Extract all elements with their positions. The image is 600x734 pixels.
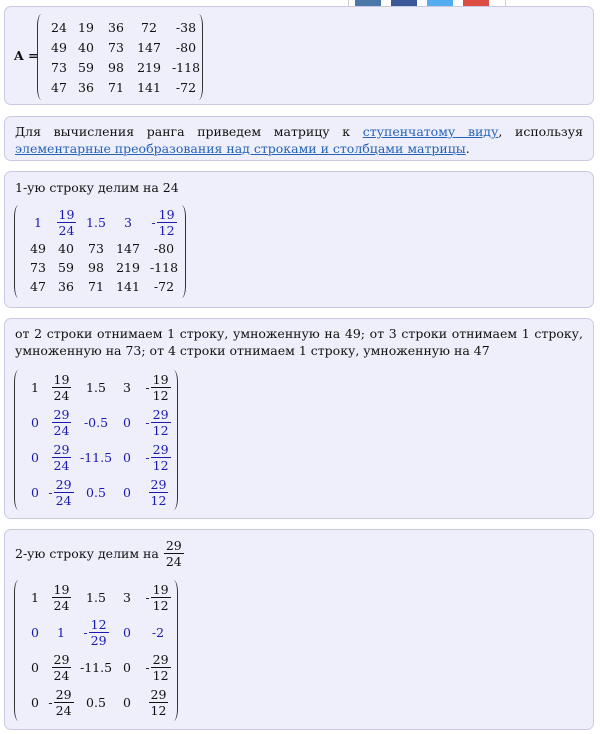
matrix-cell: 73 <box>88 241 104 256</box>
matrix-cell: 0 <box>31 625 39 640</box>
matrix-cell: 1 <box>34 214 42 230</box>
matrix-cell: 72 <box>141 19 157 35</box>
matrix-cell: - $\frac{19}{12}$ <box>145 372 169 403</box>
step-title: от 2 строки отнимаем 1 строку, умноженную на 49; от 3 строки отнимаем 1 строку, умноженную на 73; от 4 строки отнимаем 1 строку, умноженную на 47 <box>15 326 583 358</box>
matrix-cell: 1.5 <box>86 380 106 395</box>
fraction: $\frac{29}{24}$ <box>55 477 72 508</box>
matrix-cell: 0 <box>31 450 39 465</box>
matrix-cell: - $\frac{12}{29}$ <box>83 617 107 648</box>
matrix-cell: 36 <box>108 19 124 35</box>
matrix-cell: 0 <box>31 695 39 710</box>
matrix-cell: 3 <box>123 380 131 395</box>
matrix-cell: 1.5 <box>86 214 106 230</box>
matrix-cell: 59 <box>78 59 94 75</box>
matrix-cell <box>46 652 76 683</box>
matrix-cell <box>138 477 178 508</box>
matrix-cell: -11.5 <box>79 660 113 675</box>
matrix-cell: 0.5 <box>86 485 106 500</box>
matrix-cell: -118 <box>171 59 201 75</box>
matrix-cell: -0.5 <box>83 415 109 430</box>
matrix-cell: 73 <box>108 39 124 55</box>
fraction: $\frac{19}{12}$ <box>152 372 169 403</box>
matrix-cell: - $\frac{29}{24}$ <box>48 687 72 718</box>
fraction: $\frac{19}{12}$ <box>152 582 169 613</box>
matrix-cell: 1 <box>31 380 39 395</box>
matrix-cell: 0 <box>123 625 131 640</box>
matrix-cell: 98 <box>88 260 104 275</box>
step-title: 2-ую строку делим на $\frac{29}{24}$ <box>15 538 182 569</box>
fraction: $\frac{29}{12}$ <box>152 407 169 438</box>
step-3-matrix <box>14 580 178 721</box>
matrix-cell: 3 <box>123 590 131 605</box>
matrix-cell: 219 <box>137 59 161 75</box>
matrix-cell: 0 <box>123 695 131 710</box>
matrix-cell <box>46 582 76 613</box>
title-fraction: $\frac{29}{24}$ <box>165 538 182 569</box>
matrix-cell: - $\frac{29}{12}$ <box>145 652 169 683</box>
matrix-cell: 24 <box>51 19 67 35</box>
matrix-cell: 0 <box>123 415 131 430</box>
matrix-a <box>37 14 203 100</box>
matrix-cell: - $\frac{29}{12}$ <box>145 442 169 473</box>
elementary-transformations-link[interactable]: элементарные преобразования над строками и столбцами матрицы <box>15 141 466 156</box>
matrix-cell: 0 <box>31 660 39 675</box>
fraction: $\frac{19}{24}$ <box>53 372 70 403</box>
matrix-cell: 141 <box>137 79 161 95</box>
matrix-cell: 1 <box>57 625 65 640</box>
matrix-cell: 1.5 <box>86 590 106 605</box>
stepped-form-link[interactable]: ступенчатому виду <box>362 124 499 139</box>
matrix-cell: 47 <box>30 279 46 294</box>
matrix-cell: 49 <box>51 39 67 55</box>
matrix-cell <box>138 687 178 718</box>
matrix-cell: 141 <box>116 279 140 294</box>
matrix-cell <box>46 407 76 438</box>
matrix-cell: 98 <box>108 59 124 75</box>
fraction: $\frac{19}{12}$ <box>158 206 175 238</box>
matrix-cell: 36 <box>58 279 74 294</box>
fraction: $\frac{29}{24}$ <box>53 652 70 683</box>
matrix-cell: 71 <box>108 79 124 95</box>
matrix-cell: -2 <box>151 625 165 640</box>
matrix-cell: 0 <box>123 660 131 675</box>
matrix-a-label: A = <box>14 48 39 63</box>
matrix-a-panel <box>4 6 594 105</box>
matrix-cell: 147 <box>116 241 140 256</box>
step-3-panel <box>4 529 594 730</box>
intro-text: Для вычисления ранга приведем матрицу к ступенчатому виду, используя элементарные преобразования над строками и столбцами матрицы. <box>15 124 583 156</box>
matrix-cell: -72 <box>153 279 175 294</box>
matrix-cell: 59 <box>58 260 74 275</box>
matrix-cell: 0 <box>31 415 39 430</box>
matrix-cell: 40 <box>78 39 94 55</box>
matrix-cell: -11.5 <box>79 450 113 465</box>
matrix-cell: 1 <box>31 590 39 605</box>
matrix-cell: -118 <box>149 260 179 275</box>
matrix-cell <box>46 442 76 473</box>
fraction: $\frac{12}{29}$ <box>90 617 107 648</box>
fraction: $\frac{29}{24}$ <box>53 407 70 438</box>
matrix-cell: 40 <box>58 241 74 256</box>
matrix-cell: 147 <box>137 39 161 55</box>
fraction: $\frac{29}{12}$ <box>150 477 167 508</box>
step-title: 1-ую строку делим на 24 <box>15 180 179 195</box>
fraction: $\frac{29}{12}$ <box>152 442 169 473</box>
matrix-cell: - $\frac{29}{24}$ <box>48 477 72 508</box>
matrix-cell: 73 <box>30 260 46 275</box>
matrix-cell: 219 <box>116 260 140 275</box>
matrix-cell: 71 <box>88 279 104 294</box>
matrix-cell: 0 <box>123 450 131 465</box>
step-2-panel <box>4 318 594 519</box>
matrix-cell: - $\frac{19}{12}$ <box>145 582 169 613</box>
matrix-cell: 3 <box>124 214 132 230</box>
matrix-cell: 0.5 <box>86 695 106 710</box>
fraction: $\frac{29}{24}$ <box>53 442 70 473</box>
intro-panel <box>4 116 594 161</box>
matrix-cell: 0 <box>31 485 39 500</box>
fraction: $\frac{29}{12}$ <box>150 687 167 718</box>
matrix-cell: 36 <box>78 79 94 95</box>
step-1-matrix <box>14 205 186 298</box>
matrix-cell: - $\frac{29}{12}$ <box>145 407 169 438</box>
matrix-cell: 0 <box>123 485 131 500</box>
matrix-cell: -80 <box>153 241 175 256</box>
matrix-cell <box>46 372 76 403</box>
matrix-cell: 73 <box>51 59 67 75</box>
fraction: $\frac{29}{24}$ <box>55 687 72 718</box>
fraction: $\frac{29}{12}$ <box>152 652 169 683</box>
matrix-cell: -38 <box>175 19 197 35</box>
matrix-cell: 19 <box>78 19 94 35</box>
step-1-panel <box>4 171 594 308</box>
matrix-cell <box>52 207 80 238</box>
matrix-cell: -80 <box>175 39 197 55</box>
matrix-cell: - $\frac{19}{12}$ <box>151 206 175 238</box>
fraction: $\frac{19}{24}$ <box>58 206 75 238</box>
matrix-cell: 49 <box>30 241 46 256</box>
step-2-matrix <box>14 370 178 510</box>
fraction: $\frac{19}{24}$ <box>53 582 70 613</box>
matrix-cell: 47 <box>51 79 67 95</box>
matrix-cell: -72 <box>175 79 197 95</box>
